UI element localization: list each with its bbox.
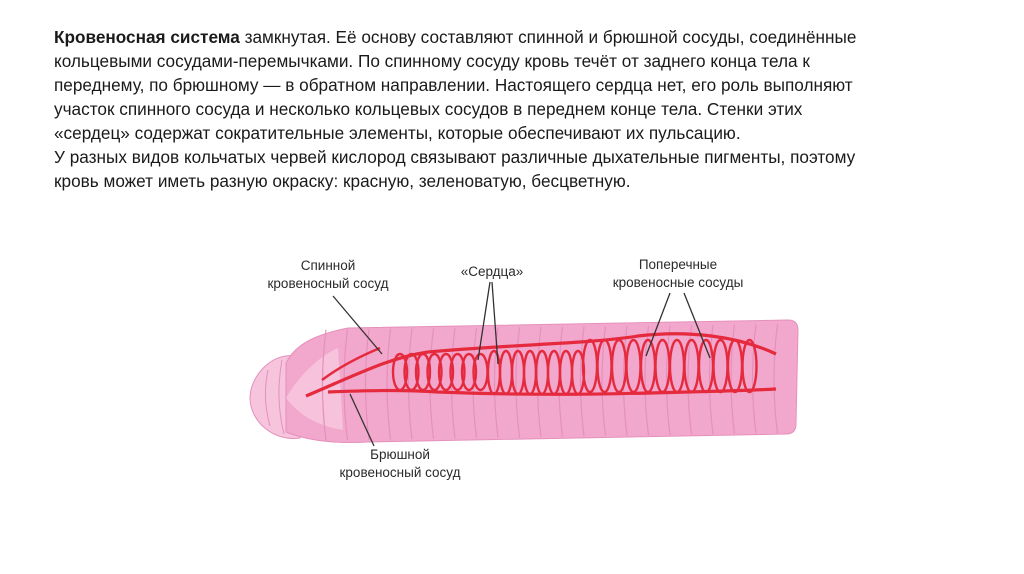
text-line: У разных видов кольчатых червей кислород связывают различные дыхательные пигменты, поэтому [54, 147, 856, 167]
label-transverse-vessels [593, 256, 763, 292]
label-dorsal-line2: кровеносный сосуд [267, 276, 389, 291]
text-line: «сердец» содержат сократительные элементы, которые обеспечивают их пульсацию. [54, 123, 741, 143]
paragraph-pigments [54, 145, 984, 193]
text-line: замкнутая. Её основу составляют спинной и брюшной сосуды, соединённые [239, 27, 857, 47]
label-dorsal-vessel [253, 257, 403, 293]
text-line: кольцевыми сосудами-перемычками. По спинному сосуду кровь течёт от заднего конца тела к [54, 51, 810, 71]
worm-circulatory-diagram [238, 248, 808, 488]
label-dorsal-line1: Спинной [300, 258, 356, 273]
text-line: кровь может иметь разную окраску: красную, зеленоватую, бесцветную. [54, 171, 631, 191]
term-circulatory-system: Кровеносная система [54, 27, 240, 47]
label-transverse-line1: Поперечные [638, 257, 718, 272]
label-hearts: «Сердца» [460, 264, 524, 279]
label-ventral-line1: Брюшной [370, 447, 430, 462]
text-line: переднему, по брюшному — в обратном направлении. Настоящего сердца нет, его роль выполняют [54, 75, 853, 95]
label-ventral-line2: кровеносный сосуд [339, 465, 461, 480]
text-line: участок спинного сосуда и несколько кольцевых сосудов в переднем конце тела. Стенки этих [54, 99, 803, 119]
label-ventral-vessel [320, 446, 480, 482]
text-block [54, 25, 984, 193]
paragraph-circulatory [54, 25, 984, 145]
label-transverse-line2: кровеносные сосуды [612, 275, 744, 290]
